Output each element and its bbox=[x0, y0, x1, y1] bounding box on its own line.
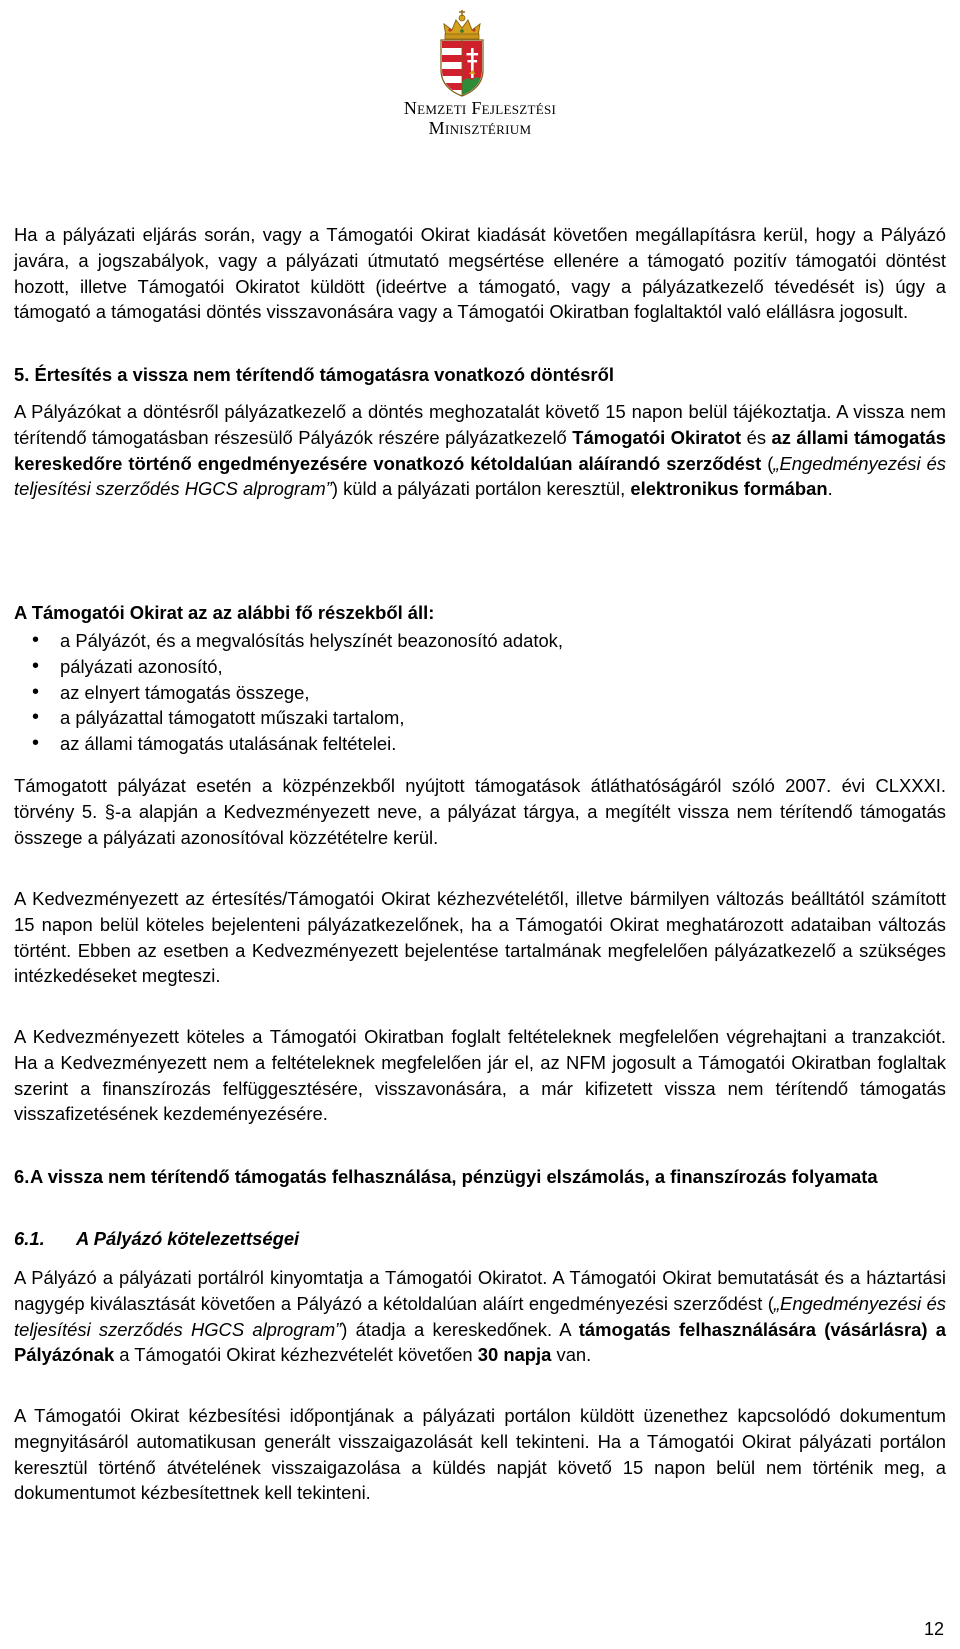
list-item: • az elnyert támogatás összege, bbox=[14, 680, 946, 706]
section-5-paragraph-3: A Kedvezményezett az értesítés/Támogatói Okirat kézhezvételétől, illetve bármilyen változás beálltától számított 15 napon belül köteles bejelenteni pályázatkezelőnek, ha a Támogatói Okirat meghatározott adataiban változás történt. Ebben az esetben a Kedvezményezett bejelentése tartalmának megfelelően pályázatkezelő a szükséges intézkedéseket megteszi. bbox=[14, 888, 946, 987]
section-5-paragraph-4: A Kedvezményezett köteles a Támogatói Okiratban foglalt feltételeknek megfelelően végrehajtani a tranzakciót. Ha a Kedvezményezett nem a feltételeknek megfelelően jár el, az NFM jogosult a Támogatói Okiratban foglaltak szerint a finanszírozás felfüggesztésére, visszavonására, a már kifizetett vissza nem térítendő támogatás visszafizetésének kezdeményezésére. bbox=[14, 1026, 946, 1125]
text-span: . bbox=[827, 478, 833, 500]
section-6-title: A vissza nem térítendő támogatás felhasználása, pénzügyi elszámolás, a finanszírozás folyamata bbox=[30, 1166, 878, 1187]
list-item: • pályázati azonosító, bbox=[14, 654, 946, 680]
text-span: és bbox=[741, 426, 772, 448]
intro-paragraph: Ha a pályázati eljárás során, vagy a Támogatói Okirat kiadását követően megállapításra kerül, hogy a Pályázó javára, a jogszabályok, vagy a pályázati útmutató megsértése ellenére a támogató pozitív támogatói döntést hozott, illetve Támogatói Okiratot küldött (ideértve a támogató, vagy a pályázatkezelő tévedését is) úgy a támogató a támogatási döntés visszavonására vagy a Támogatói Okiratban foglaltaktól való elállásra jogosult. bbox=[14, 224, 946, 323]
section-5-heading: 5. Értesítés a vissza nem térítendő támogatásra vonatkozó döntésről bbox=[14, 364, 614, 385]
list-item: • a pályázattal támogatott műszaki tartalom, bbox=[14, 705, 946, 731]
text-span-bold: 30 napja bbox=[477, 1344, 552, 1366]
page-number: 12 bbox=[923, 1619, 944, 1639]
text-span: ( bbox=[761, 452, 774, 474]
text-span: A Pályázó a pályázati portálról kinyomtatja a Támogatói Okiratot. A Támogatói Okirat bemutatását és a háztartási nagygép kiválasztását követően a Pályázó a kétoldalúan aláírt engedményezési szerződést ( bbox=[14, 1267, 946, 1314]
section-5-paragraph-2: Támogatott pályázat esetén a közpénzekből nyújtott támogatások átláthatóságáról szóló 2007. évi CLXXXI. törvény 5. §-a alapján a Kedvezményezett neve, a pályázat tárgya, a megítélt vissza nem térítendő támogatás összege a pályázati azonosítóval közzétételre kerül. bbox=[14, 775, 946, 848]
section-6-paragraph-1 bbox=[14, 1265, 946, 1368]
section-5-paragraph-1 bbox=[14, 399, 946, 502]
section-6-number: 6. bbox=[14, 1166, 30, 1187]
section-6-heading bbox=[14, 1164, 946, 1190]
ministry-name-line1: Nemzeti Fejlesztési bbox=[403, 98, 557, 118]
text-span-bold: az állami támogatás kereskedőre történő engedményezésére vonatkozó kétoldalúan aláírandó szerződést bbox=[14, 426, 946, 474]
hungarian-coat-of-arms-icon bbox=[436, 6, 488, 98]
section-6-paragraph-2: A Támogatói Okirat kézbesítési időpontjának a pályázati portálon küldött üzenethez kapcsolódó dokumentum megnyitásáról automatikusan generált visszaigazolását kell tekinteni. Ha a Támogatói Okirat pályázati portálon keresztül történő átvételének visszaigazolása a küldés napját követő 15 napon belül nem történik meg, a dokumentumot kézbesítettnek kell tekinteni. bbox=[14, 1405, 946, 1504]
text-span-italic: „Engedményezési és teljesítési szerződés HGCS alprogram” bbox=[14, 452, 946, 500]
subsection-number: 6.1. bbox=[14, 1228, 45, 1249]
ministry-logo bbox=[0, 0, 960, 145]
list-item: • az állami támogatás utalásának feltételei. bbox=[14, 731, 946, 757]
text-span: A Pályázókat a döntésről pályázatkezelő a döntés meghozatalát követő 15 napon belül tájékoztatja. A vissza nem térítendő támogatásban részesülő Pályázók részére pályázatkezelő bbox=[14, 401, 946, 448]
text-span-bold: elektronikus formában bbox=[630, 478, 828, 500]
text-span: a Támogatói Okirat kézhezvételét követően bbox=[114, 1344, 478, 1366]
text-span-bold: támogatás felhasználására (vásárlásra) a Pályázónak bbox=[14, 1318, 946, 1366]
list-heading: A Támogatói Okirat az az alábbi fő részekből áll: bbox=[14, 602, 435, 623]
text-span: ) küld a pályázati portálon keresztül, bbox=[331, 478, 631, 500]
text-span-italic: „Engedményezési és teljesítési szerződés HGCS alprogram” bbox=[14, 1292, 947, 1340]
component-list bbox=[14, 628, 946, 757]
text-span: ) átadja a kereskedőnek. A bbox=[341, 1318, 579, 1340]
ministry-name-line2: Minisztérium bbox=[428, 118, 532, 138]
subsection-6-1-heading bbox=[14, 1226, 299, 1252]
subsection-title: A Pályázó kötelezettségei bbox=[76, 1228, 300, 1249]
list-item: • a Pályázót, és a megvalósítás helyszínét beazonosító adatok, bbox=[14, 628, 946, 654]
text-span-bold: Támogatói Okiratot bbox=[572, 426, 742, 448]
text-span: van. bbox=[551, 1344, 592, 1366]
